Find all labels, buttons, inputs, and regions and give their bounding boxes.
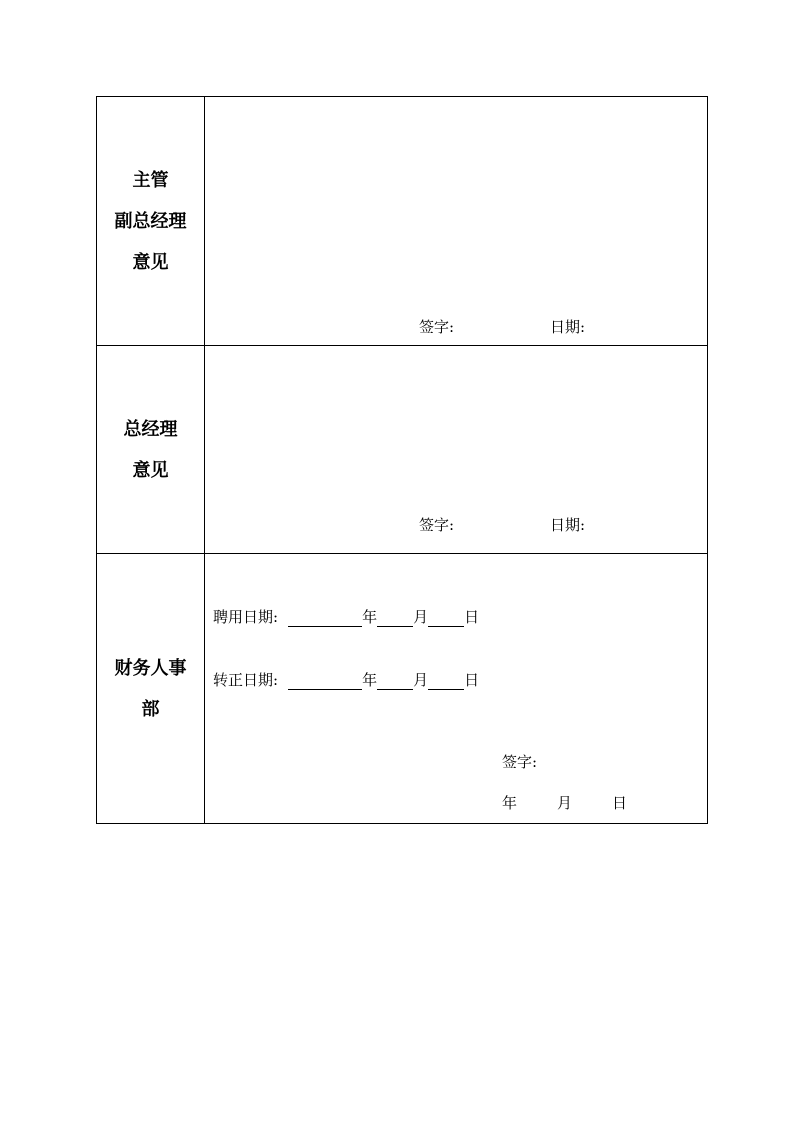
confirm-month-field[interactable] bbox=[377, 671, 413, 690]
date-label: 日期: bbox=[550, 318, 586, 336]
hire-day-field[interactable] bbox=[428, 608, 464, 627]
day-unit: 日 bbox=[612, 794, 628, 812]
month-unit: 月 bbox=[413, 671, 429, 689]
hire-date-line bbox=[213, 606, 479, 627]
hire-year-field[interactable] bbox=[288, 608, 362, 627]
confirmation-date-line bbox=[213, 669, 479, 690]
supervisor-vp-opinion-area[interactable] bbox=[205, 97, 708, 346]
finance-hr-label-cell bbox=[97, 554, 205, 824]
row-label-line: 意见 bbox=[132, 459, 169, 481]
year-unit: 年 bbox=[362, 608, 378, 626]
confirm-year-field[interactable] bbox=[288, 671, 362, 690]
row-label-line: 意见 bbox=[132, 251, 169, 273]
signature-date-line bbox=[502, 792, 627, 813]
confirm-day-field[interactable] bbox=[428, 671, 464, 690]
row-label-line: 主管 bbox=[132, 169, 169, 191]
hire-date-label: 聘用日期: bbox=[213, 608, 279, 626]
month-unit: 月 bbox=[557, 794, 573, 812]
signature-label: 签字: bbox=[502, 753, 538, 771]
date-label: 日期: bbox=[550, 516, 586, 534]
row-label-line: 总经理 bbox=[123, 418, 178, 440]
signature-label: 签字: bbox=[419, 516, 455, 534]
general-manager-label-cell bbox=[97, 346, 205, 554]
day-unit: 日 bbox=[464, 671, 480, 689]
year-unit: 年 bbox=[362, 671, 378, 689]
row-label-line: 部 bbox=[141, 698, 160, 720]
year-unit: 年 bbox=[502, 794, 518, 812]
general-manager-row bbox=[97, 346, 708, 554]
signature-label: 签字: bbox=[419, 318, 455, 336]
row-label-line: 副总经理 bbox=[114, 210, 187, 232]
supervisor-vp-label-cell bbox=[97, 97, 205, 346]
confirmation-date-label: 转正日期: bbox=[213, 671, 279, 689]
day-unit: 日 bbox=[464, 608, 480, 626]
hire-month-field[interactable] bbox=[377, 608, 413, 627]
finance-hr-row bbox=[97, 554, 708, 824]
finance-hr-content-area bbox=[205, 554, 708, 824]
general-manager-opinion-area[interactable] bbox=[205, 346, 708, 554]
month-unit: 月 bbox=[413, 608, 429, 626]
row-label-line: 财务人事 bbox=[114, 657, 187, 679]
supervisor-vp-row bbox=[97, 97, 708, 346]
approval-form-table bbox=[96, 96, 708, 824]
